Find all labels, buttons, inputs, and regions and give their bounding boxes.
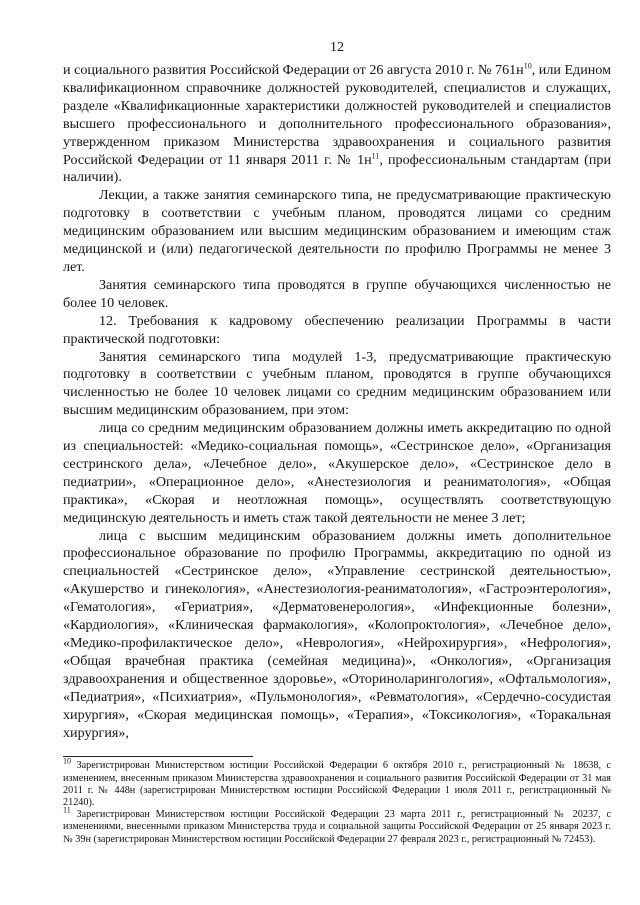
paragraph-text: , профессиональным стандартам (при наличии). xyxy=(63,151,611,186)
paragraph-lectures: Лекции, а также занятия семинарского типа, не предусматривающие практическую подготовку в соответствии с учебным планом, проводятся лицами со средним медицинским образованием или высшим медицинским образованием и имеющим стаж медицинской и (или) педагогической деятельности по профилю Программы не менее 3 лет. xyxy=(63,187,611,275)
footnote-number: 10 xyxy=(63,757,71,767)
paragraph-continuation xyxy=(63,62,611,187)
paragraph-higher-education: лица с высшим медицинским образованием должны иметь дополнительное профессиональное образование по профилю Программы, аккредитацию по одной из специальностей «Сестринское дело», «Управление сестринской деятельностью», «Акушерство и гинекология», «Анестезиология-реаниматология», «Гастроэнтерология», «Гематология», «Гериатрия», «Дерматовенерология», «Инфекционные болезни», «Кардиология», «Клиническая фармакология», «Колопроктология», «Лечебное дело», «Медико-профилактическое дело», «Неврология», «Нейрохирургия», «Нефрология», «Общая врачебная практика (семейная медицина)», «Онкология», «Организация здравоохранения и общественное здоровье», «Оториноларингология», «Офтальмология», «Педиатрия», «Психиатрия», «Пульмонология», «Ревматология», «Сердечно-сосудистая хирургия», «Скорая медицинская помощь», «Терапия», «Токсикология», «Торакальная хирургия», xyxy=(63,527,611,741)
page-number: 12 xyxy=(330,40,344,55)
footnote-ref[interactable]: 11 xyxy=(371,150,380,160)
paragraph-section-12: 12. Требования к кадровому обеспечению реализации Программы в части практической подготовки: xyxy=(63,312,611,347)
footnote-text: Зарегистрирован Министерством юстиции Российской Федерации 6 октября 2010 г., регистрационный № 18638, с изменением, внесенным приказом Министерства здравоохранения и социального развития Российской Федерации от 31 мая 2011 г. № 448н (зарегистрирован Министерством юстиции Российской Федерации 1 июля 2011 г., регистрационный № 21240). xyxy=(63,760,611,809)
footnote xyxy=(63,805,611,846)
footnote-number: 11 xyxy=(63,805,71,815)
footnote xyxy=(63,757,611,809)
paragraph-secondary-education: лица со средним медицинским образованием должны иметь аккредитацию по одной из специальностей: «Медико-социальная помощь», «Сестринское дело», «Организация сестринского дела», «Лечебное дело», «Акушерское дело», «Сестринское дело в педиатрии», «Операционное дело», «Анестезиология и реаниматология», «Общая практика», «Скорая и неотложная помощь», осуществлять соответствующую медицинскую деятельность и иметь стаж такой деятельности не менее 3 лет; xyxy=(63,420,611,526)
paragraph-seminar-modules: Занятия семинарского типа модулей 1-3, предусматривающие практическую подготовку в соответствии с учебным планом, проводятся в группе обучающихся численностью не более 10 человек лицами со средним медицинским образованием или высшим медицинским образованием, при этом: xyxy=(63,348,611,419)
paragraph-text: , или Едином квалификационном справочнике должностей руководителей, специалистов и служащих, разделе «Квалификационные характеристики должностей руководителей и специалистов высшего профессионального и дополнительного профессионального образования», утвержденном приказом Министерства здравоохранения и социального развития Российской Федерации от 11 января 2011 г. № 1н xyxy=(63,62,612,168)
footnote-divider xyxy=(63,756,253,757)
paragraph-seminar-groups: Занятия семинарского типа проводятся в группе обучающихся численностью не более 10 человек. xyxy=(63,276,611,311)
footnote-ref[interactable]: 10 xyxy=(523,61,532,71)
footnote-text: Зарегистрирован Министерством юстиции Российской Федерации 23 марта 2011 г., регистрационный № 20237, с изменениями, внесенными приказом Министерства труда и социальной защиты Российской Федерации от 25 января 2023 г. № 39н (зарегистрирован Министерством юстиции Российской Федерации 27 февраля 2023 г., регистрационный № 72453). xyxy=(63,809,611,845)
footnotes xyxy=(63,757,611,845)
paragraph-text: и социального развития Российской Федерации от 26 августа 2010 г. № 761н xyxy=(63,62,524,78)
document-body xyxy=(63,62,611,742)
